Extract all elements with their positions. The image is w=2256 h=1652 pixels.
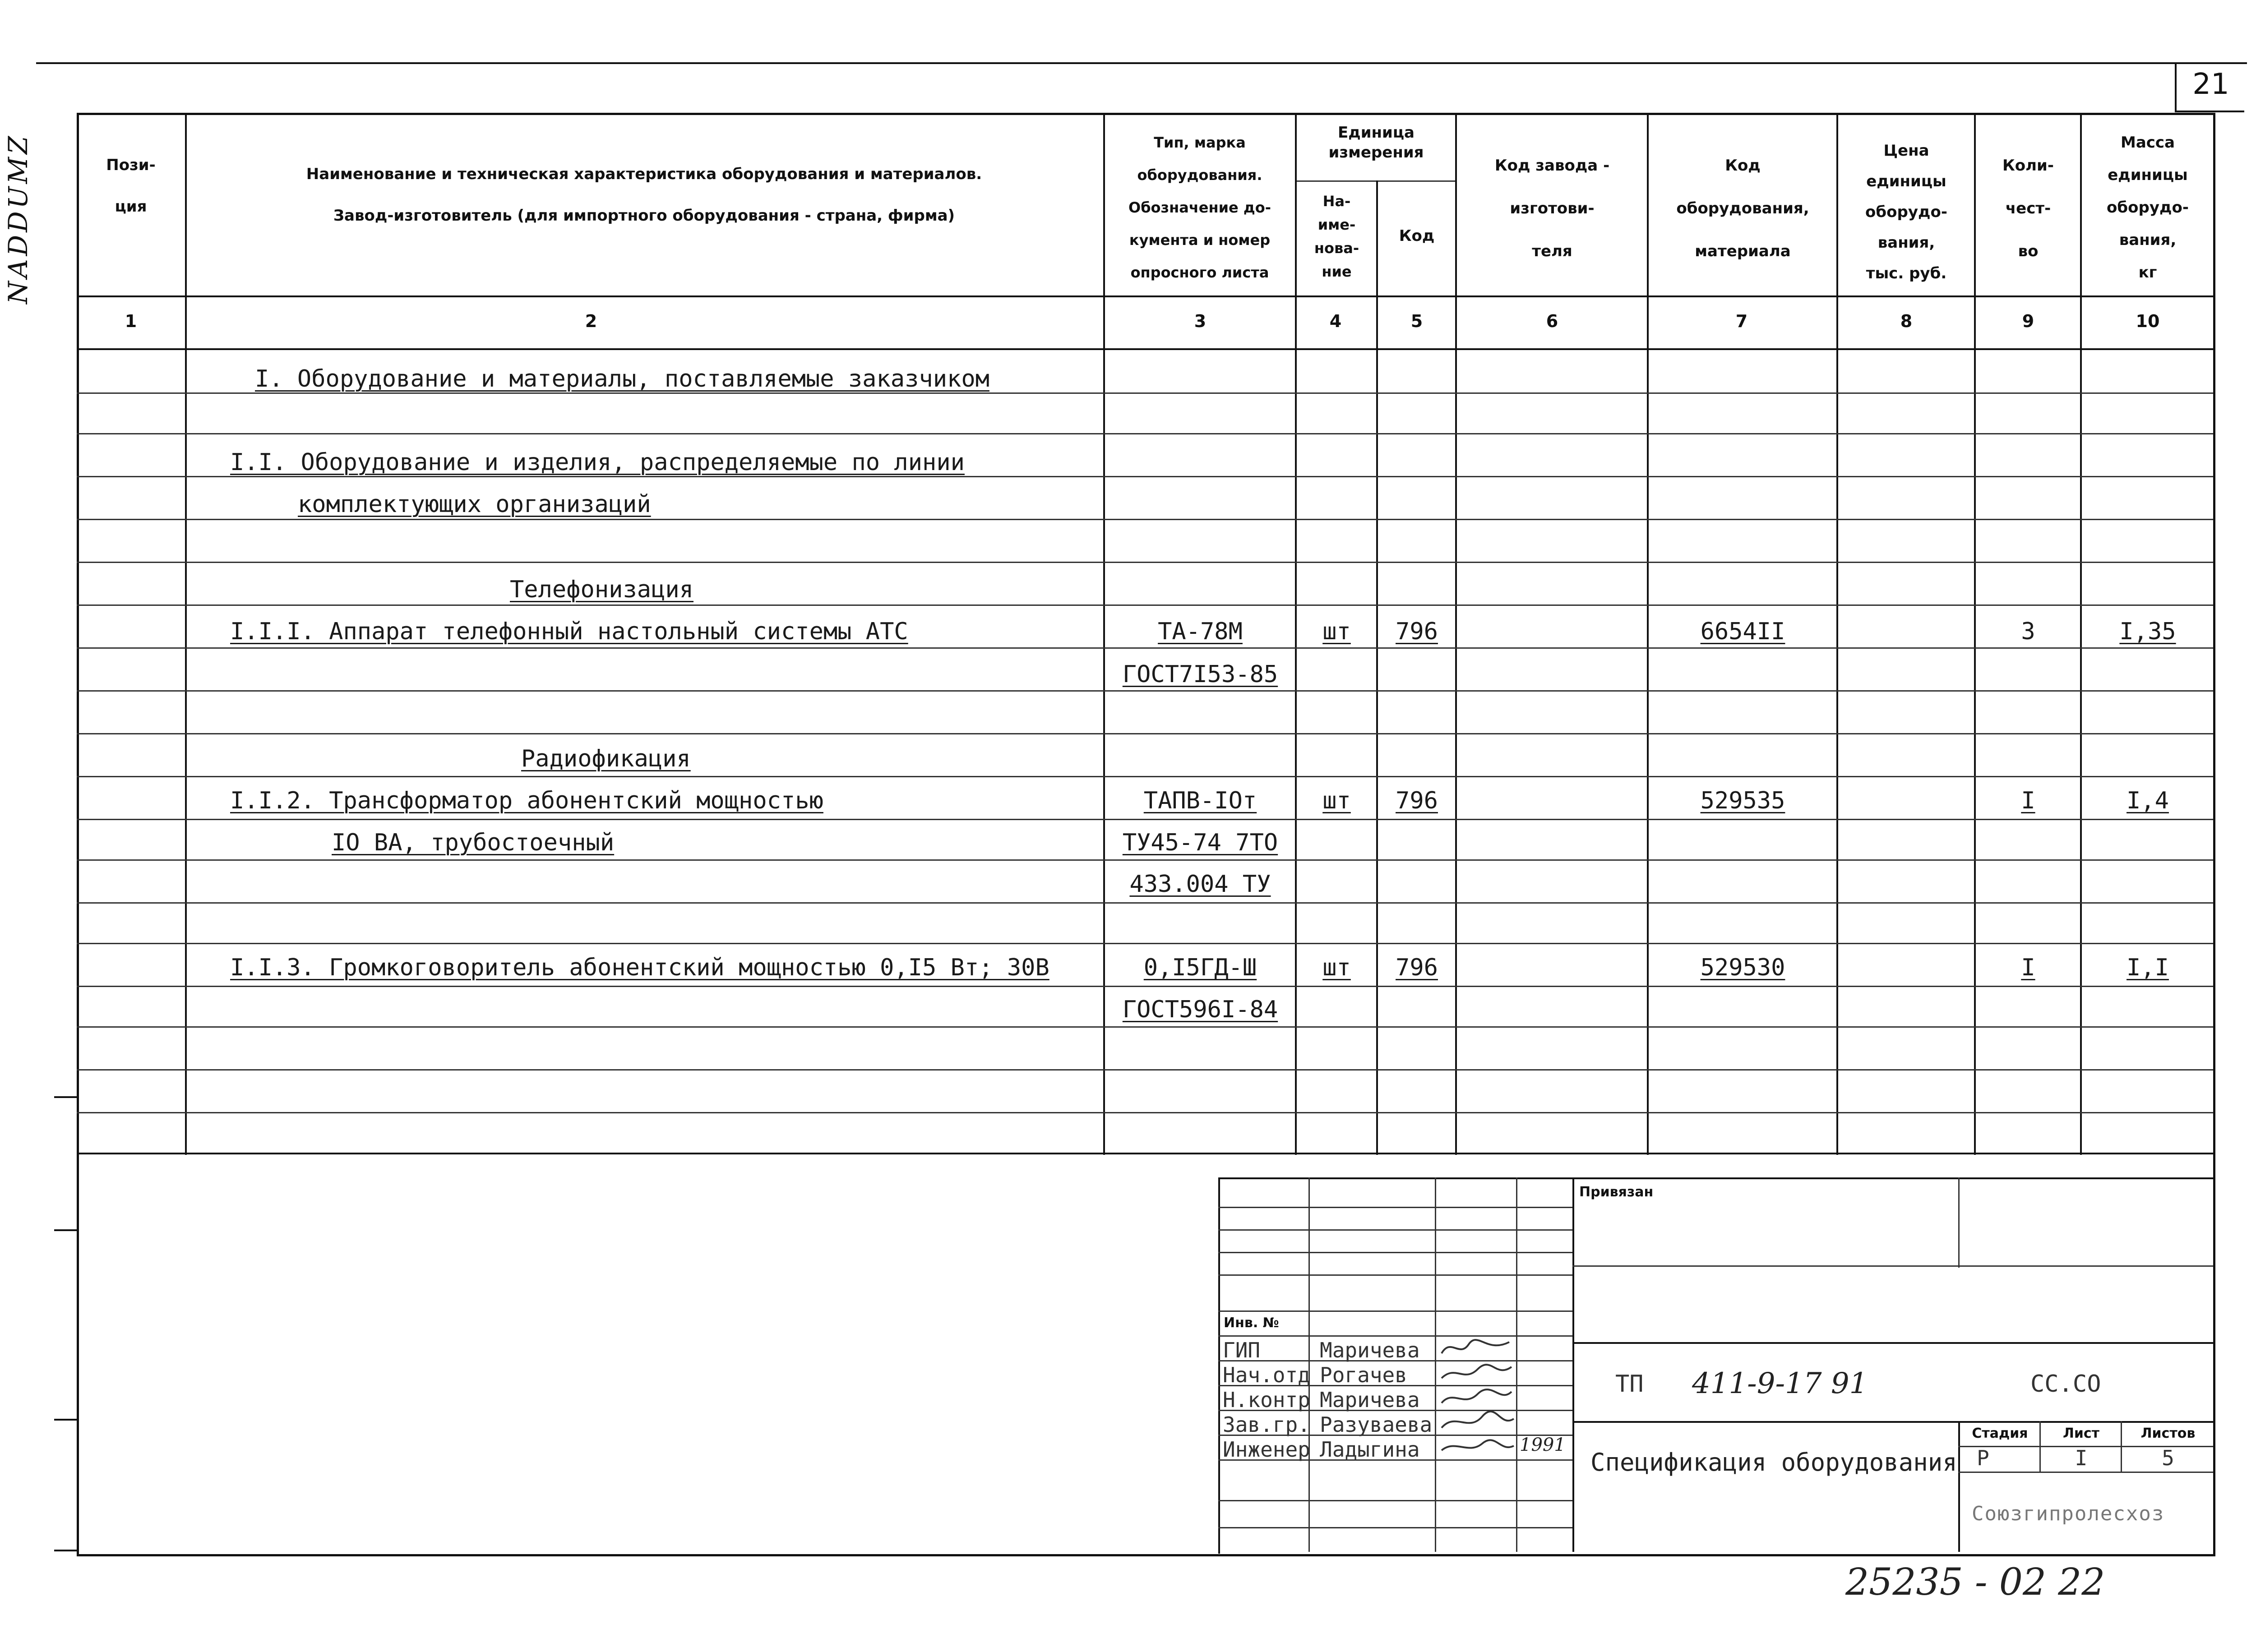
tb-row bbox=[1218, 1527, 1572, 1528]
item-name-cont: IO ВА, трубостоечный bbox=[332, 829, 615, 856]
tb-row bbox=[1218, 1207, 1572, 1208]
hdr-plant-code: Код завода - изготови- теля bbox=[1494, 157, 1610, 260]
col-line-5 bbox=[1455, 113, 1457, 1155]
staff-role: Инженер bbox=[1223, 1437, 1310, 1462]
row-line bbox=[77, 690, 2213, 692]
staff-role: Зав.гр. bbox=[1223, 1412, 1310, 1437]
colnum-9: 9 bbox=[2022, 311, 2034, 331]
tb-col bbox=[1516, 1177, 1517, 1552]
row-line bbox=[77, 902, 2213, 904]
tb-privyazan-split bbox=[1958, 1177, 1960, 1268]
hdr-name: Наименование и техническая характеристика оборудования и материалов. Завод-изготовитель (для импортного оборудования - страна, фирма) bbox=[306, 165, 982, 225]
colnum-10: 10 bbox=[2136, 311, 2160, 331]
section-heading: I. Оборудование и материалы, поставляемые заказчиком bbox=[255, 365, 989, 392]
item-unit-code: 796 bbox=[1396, 787, 1438, 814]
row-line bbox=[77, 647, 2213, 649]
side-label: NАDDUMZ bbox=[3, 133, 33, 304]
sign-year: 1991 bbox=[1520, 1435, 1566, 1455]
item-qty: I bbox=[2021, 954, 2035, 981]
item-unit: шт bbox=[1322, 618, 1351, 645]
staff-name: Маричева bbox=[1320, 1338, 1420, 1362]
hdr-unit-name: На- име- нова- ние bbox=[1314, 193, 1359, 280]
col-line-1 bbox=[185, 113, 187, 1155]
hdr-mass: Масса единицы оборудо- вания, кг bbox=[2107, 134, 2189, 281]
colnum-4: 4 bbox=[1329, 311, 1342, 331]
colnum-bottom-rule bbox=[77, 348, 2213, 350]
item-type-doc: ТУ45-74 7ТО bbox=[1122, 829, 1278, 856]
item-type: ТАПВ-IOт bbox=[1143, 787, 1257, 814]
doc-code: СС.СО bbox=[2030, 1371, 2101, 1398]
signature-stroke bbox=[1442, 1389, 1512, 1403]
colnum-2: 2 bbox=[585, 311, 597, 331]
row-line bbox=[77, 562, 2213, 563]
colnum-3: 3 bbox=[1194, 311, 1207, 331]
row-line bbox=[77, 1069, 2213, 1071]
colnum-5: 5 bbox=[1410, 311, 1423, 331]
margin-tick bbox=[54, 1419, 79, 1421]
item-mass: I,35 bbox=[2119, 618, 2176, 645]
hdr-unit-code: Код bbox=[1399, 227, 1435, 245]
col-line-8 bbox=[1974, 113, 1976, 1155]
col-line-6 bbox=[1647, 113, 1649, 1155]
signature-stroke bbox=[1442, 1440, 1514, 1450]
colnum-1: 1 bbox=[125, 311, 137, 331]
row-line bbox=[77, 433, 2213, 434]
col-line-4 bbox=[1376, 180, 1378, 1155]
col-line-3 bbox=[1295, 113, 1297, 1155]
colnum-7: 7 bbox=[1735, 311, 1748, 331]
doc-title: Спецификация оборудования bbox=[1590, 1448, 1957, 1477]
inv-no-label: Инв. № bbox=[1224, 1315, 1279, 1331]
item-name: I.I.2. Трансформатор абонентский мощностью bbox=[230, 787, 823, 814]
privyazan-label: Привязан bbox=[1579, 1184, 1654, 1200]
item-unit: шт bbox=[1322, 954, 1351, 981]
row-line bbox=[77, 733, 2213, 734]
item-qty: 3 bbox=[2021, 618, 2035, 645]
staff-role: Нач.отд bbox=[1223, 1363, 1310, 1387]
header-bottom-rule bbox=[77, 295, 2213, 297]
top-rule bbox=[36, 62, 2247, 64]
col-line-2 bbox=[1103, 113, 1105, 1155]
group-heading-radio: Радиофикация bbox=[521, 745, 691, 772]
margin-tick bbox=[54, 1096, 79, 1098]
item-type: 0,I5ГД-Ш bbox=[1143, 954, 1257, 981]
row-line bbox=[77, 1112, 2213, 1113]
row-line bbox=[77, 476, 2213, 477]
item-equip-code: 529535 bbox=[1700, 787, 1785, 814]
signature-stroke bbox=[1442, 1340, 1509, 1353]
project-code: 411-9-17 91 bbox=[1692, 1367, 1868, 1400]
hdr-equip-code: Код оборудования, материала bbox=[1676, 157, 1809, 260]
item-type: ТА-78М bbox=[1158, 618, 1243, 645]
item-unit-code: 796 bbox=[1396, 618, 1438, 645]
hdr-qty: Коли- чест- во bbox=[2002, 157, 2054, 260]
tb-row-right bbox=[1572, 1421, 2213, 1423]
footer-code: 25235 - 02 22 bbox=[1845, 1561, 2105, 1604]
item-type-doc: ГОСТ7I53-85 bbox=[1122, 661, 1278, 688]
unit-sub-rule bbox=[1295, 180, 1455, 182]
item-mass: I,I bbox=[2127, 954, 2169, 981]
row-line bbox=[77, 519, 2213, 520]
tb-col bbox=[1435, 1177, 1436, 1552]
staff-name: Маричева bbox=[1320, 1388, 1420, 1412]
table-body-bottom-rule bbox=[77, 1153, 2213, 1154]
signature-stroke bbox=[1442, 1365, 1512, 1378]
row-line bbox=[77, 392, 2213, 394]
organization-stamp: Союзгипролесхоз bbox=[1972, 1502, 2165, 1525]
colnum-6: 6 bbox=[1546, 311, 1558, 331]
row-line bbox=[77, 1026, 2213, 1028]
item-type-doc: ГОСТ596I-84 bbox=[1122, 996, 1278, 1023]
stage-value: Р bbox=[1977, 1446, 1989, 1470]
tb-row bbox=[1218, 1335, 1572, 1337]
tb-row bbox=[1218, 1274, 1572, 1276]
staff-role: Н.контр bbox=[1223, 1388, 1310, 1412]
col-line-7 bbox=[1836, 113, 1838, 1155]
sheets-value: 5 bbox=[2162, 1446, 2174, 1470]
row-line bbox=[77, 986, 2213, 987]
tb-row-right bbox=[1572, 1265, 2213, 1267]
item-equip-code: 529530 bbox=[1700, 954, 1785, 981]
item-name: I.I.I. Аппарат телефонный настольный системы АТС bbox=[230, 618, 908, 645]
item-qty: I bbox=[2021, 787, 2035, 814]
page-number: 21 bbox=[2192, 68, 2229, 101]
group-heading-telephony: Телефонизация bbox=[510, 576, 693, 603]
staff-name: Рогачев bbox=[1320, 1363, 1407, 1387]
col-line-9 bbox=[2080, 113, 2082, 1155]
subsection-heading-cont: комплектующих организаций bbox=[298, 491, 651, 518]
item-unit: шт bbox=[1322, 787, 1351, 814]
tb-row bbox=[1218, 1311, 1572, 1312]
tb-row-right bbox=[1572, 1342, 2213, 1344]
row-line bbox=[77, 819, 2213, 820]
item-unit-code: 796 bbox=[1396, 954, 1438, 981]
staff-role: ГИП bbox=[1223, 1338, 1261, 1362]
staff-name: Разуваева bbox=[1320, 1412, 1433, 1437]
sheet-value: I bbox=[2075, 1446, 2088, 1470]
row-line bbox=[77, 859, 2213, 861]
item-equip-code: 6654II bbox=[1700, 618, 1785, 645]
tb-row bbox=[1218, 1252, 1572, 1253]
margin-tick bbox=[54, 1229, 79, 1231]
tb-col-main bbox=[1572, 1177, 1574, 1552]
stage-label: Стадия bbox=[1972, 1426, 2028, 1441]
row-line bbox=[77, 605, 2213, 606]
item-mass: I,4 bbox=[2127, 787, 2169, 814]
sheet-label: Лист bbox=[2062, 1426, 2100, 1441]
staff-name: Ладыгина bbox=[1320, 1437, 1420, 1462]
hdr-position: Пози- ция bbox=[106, 156, 156, 216]
signature-stroke bbox=[1442, 1412, 1514, 1428]
row-line bbox=[77, 776, 2213, 777]
signatures bbox=[1437, 1335, 1516, 1459]
hdr-type: Тип, марка оборудования. Обозначение до- кумента и номер опросного листа bbox=[1128, 134, 1271, 281]
hdr-price: Цена единицы оборудо- вания, тыс. руб. bbox=[1865, 142, 1947, 282]
tb-row bbox=[1218, 1229, 1572, 1231]
row-line bbox=[77, 943, 2213, 944]
colnum-8: 8 bbox=[1900, 311, 1913, 331]
item-type-doc-cont: 433.004 ТУ bbox=[1129, 871, 1271, 898]
tb-stage-left bbox=[1958, 1421, 1960, 1552]
sheets-label: Листов bbox=[2140, 1426, 2196, 1441]
subsection-heading: I.I. Оборудование и изделия, распределяемые по линии bbox=[230, 449, 965, 476]
margin-tick bbox=[54, 1550, 79, 1551]
item-name: I.I.3. Громкоговоритель абонентский мощностью 0,I5 Вт; 30В bbox=[230, 954, 1049, 981]
tb-row bbox=[1218, 1500, 1572, 1501]
project-prefix: ТП bbox=[1615, 1371, 1644, 1398]
hdr-unit: Единица измерения bbox=[1328, 124, 1424, 162]
tb-stage-row bbox=[1958, 1472, 2213, 1473]
